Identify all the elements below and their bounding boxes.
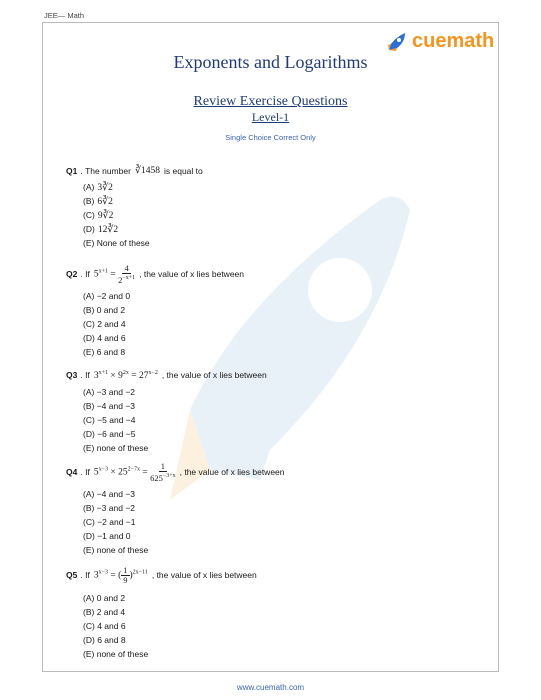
question-math: $3^{x+1} \times 9^{2x} = 27^{x-2}$ bbox=[93, 370, 158, 382]
question-text: , the value of x lies between bbox=[161, 369, 267, 380]
option: (A) 0 and 2 bbox=[83, 593, 126, 603]
question-number: Q4 bbox=[66, 466, 78, 477]
question-4: Q4 . If $5^{x-3} \times 25^{2-7x}$ = $\frac{1}{625^{-3+x}}$ , the value of x lies between (A) −4 and −3 (B) −3 and −2 (C) −2 and −1 (D) −1 and 0 (E) none of these bbox=[66, 461, 285, 555]
option: (B) 6∛2 bbox=[83, 196, 113, 207]
option: (A) −2 and 0 bbox=[83, 290, 131, 301]
level-heading: Level-1 bbox=[251, 110, 290, 124]
question-text: The number bbox=[85, 166, 131, 176]
option: (D) 4 and 6 bbox=[83, 332, 126, 343]
option: (C) 4 and 6 bbox=[83, 621, 126, 631]
instruction-note: Single Choice Correct Only bbox=[225, 133, 316, 142]
question-number: Q3 bbox=[66, 369, 78, 380]
page-title: Exponents and Logarithms bbox=[173, 52, 368, 72]
question-math: $5^{x-3} \times 25^{2-7x}$ = $\frac{1}{625^{-3+x}}$ bbox=[93, 461, 176, 483]
option: (A) −4 and −3 bbox=[83, 488, 136, 499]
option: (E) 6 and 8 bbox=[83, 346, 126, 357]
option: (A) −3 and −2 bbox=[83, 387, 136, 398]
option: (B) 2 and 4 bbox=[83, 607, 126, 617]
option: (A) 3∛2 bbox=[83, 182, 113, 193]
option: (C) 9∛2 bbox=[83, 210, 114, 221]
question-text: is equal to bbox=[164, 166, 203, 176]
question-text: , the value of x lies between bbox=[179, 466, 285, 477]
section-subtitle: Review Exercise Questions bbox=[193, 94, 348, 109]
option: (C) −5 and −4 bbox=[83, 415, 136, 426]
question-1: Q1 . The number ∛1458 is equal to (A) 3∛2 (B) 6∛2 (C) 9∛2 (D) 12∛2 (E) None of these bbox=[66, 166, 203, 248]
question-number: Q2 bbox=[66, 268, 78, 279]
question-text: , the value of x lies between bbox=[139, 268, 245, 279]
option: (B) −3 and −2 bbox=[83, 502, 136, 513]
option: (C) 2 and 4 bbox=[83, 318, 126, 329]
question-5: Q5 . If $3^{x-3}$ = ( $\frac{1}{9}$ )$^{2x-11}$ , the value of x lies between (A) 0 and 2 (B) 2 and 4 (C) 4 and 6 (D) 6 and 8 (E) none of these bbox=[66, 565, 257, 659]
question-2: Q2 . If $5^{x+1}$ = $\frac{4}{2^{-x+1}}$ , the value of x lies between (A) −2 and 0 (B) 0 and 2 (C) 2 and 4 (D) 4 and 6 (E) 6 and 8 bbox=[66, 263, 245, 357]
question-math: $3^{x-3}$ = ( $\frac{1}{9}$ )$^{2x-11}$ bbox=[93, 565, 148, 585]
footer-link[interactable]: www.cuemath.com bbox=[236, 683, 305, 692]
option: (C) −2 and −1 bbox=[83, 516, 136, 527]
header-tag: JEE— Math bbox=[44, 11, 85, 20]
logo-text: cuemath bbox=[412, 30, 495, 52]
option: (D) −1 and 0 bbox=[83, 530, 131, 541]
rocket-icon bbox=[386, 31, 408, 53]
option: (B) −4 and −3 bbox=[83, 401, 136, 412]
question-number: Q5 bbox=[66, 570, 78, 580]
option: (D) 12∛2 bbox=[83, 224, 119, 235]
question-math: ∛1458 bbox=[134, 166, 160, 176]
option: (E) None of these bbox=[83, 238, 150, 248]
option: (D) 6 and 8 bbox=[83, 635, 126, 645]
question-number: Q1 bbox=[66, 166, 78, 176]
option: (E) none of these bbox=[83, 443, 149, 454]
option: (D) −6 and −5 bbox=[83, 429, 136, 440]
question-math: $5^{x+1}$ = $\frac{4}{2^{-x+1}}$ bbox=[93, 263, 136, 285]
cuemath-logo bbox=[386, 30, 494, 53]
option: (B) 0 and 2 bbox=[83, 304, 126, 315]
question-text: , the value of x lies between bbox=[151, 570, 257, 580]
option: (E) none of these bbox=[83, 544, 149, 555]
option: (E) none of these bbox=[83, 649, 149, 659]
question-3: Q3 . If $3^{x+1} \times 9^{2x} = 27^{x-2}$ , the value of x lies between (A) −3 and −2 (B) −4 and −3 (C) −5 and −4 (D) −6 and −5 (E) none of these bbox=[66, 369, 267, 454]
